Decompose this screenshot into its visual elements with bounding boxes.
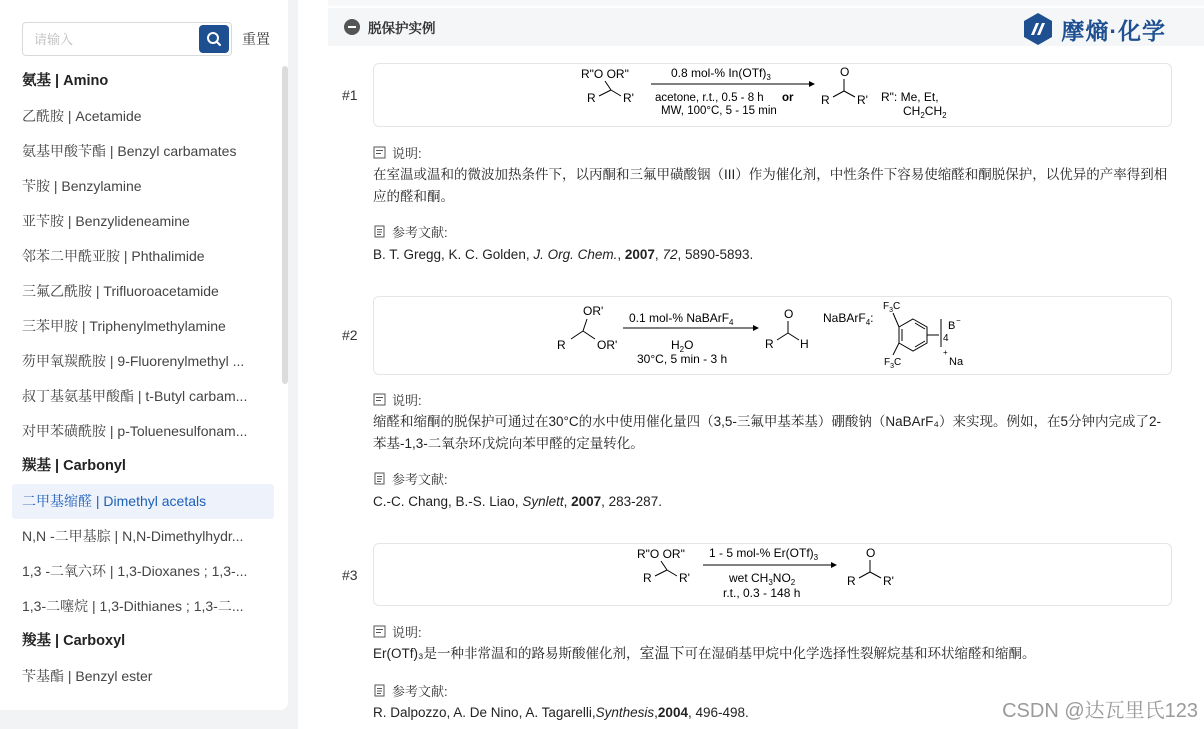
references-heading [373,681,448,700]
sidebar-item[interactable]: 三氟乙酰胺 | Trifluoroacetamide [22,283,219,299]
note-icon [373,625,386,638]
cond-line1: acetone, r.t., 0.5 - 8 h [654,92,764,104]
cf3-top: $F_3C$ [882,301,900,314]
prod-o: O [865,546,875,560]
sidebar-nav [12,64,274,694]
sidebar-item[interactable]: 对甲苯磺酰胺 | p-Toluenesulfonam... [22,423,248,439]
sm-r2: R' [622,91,634,105]
document-icon [373,684,386,697]
document-icon [373,225,386,238]
note1: R": Me, Et, [880,90,939,104]
note-icon [373,146,386,159]
sodium-label: Na [948,356,963,368]
sm-or2: OR' [596,338,617,352]
sidebar-group-heading[interactable]: 氨基 | Amino [22,73,109,89]
scheme-drawing [543,297,1003,374]
sidebar-item[interactable]: 苄胺 | Benzylamine [22,178,142,194]
reaction-scheme [373,63,1172,127]
prod-h: H [799,337,809,351]
prod-r: R [764,337,774,351]
references-label: 参考文献: [392,684,448,699]
main-content [298,0,1204,729]
search-icon [206,31,222,47]
search-input[interactable] [23,23,193,55]
sidebar-item[interactable]: 邻苯二甲酰亚胺 | Phthalimide [22,248,205,264]
sidebar-item[interactable]: 芴甲氧羰酰胺 | 9-Fluorenylmethyl ... [22,353,245,369]
sidebar-item[interactable]: 1,3-二噻烷 | 1,3-Dithianes ; 1,3-二... [22,598,244,614]
search-box [22,22,232,56]
search-row [22,22,270,56]
sm-label: R"O OR" [580,67,629,81]
note-icon [373,393,386,406]
reset-button[interactable]: 重置 [242,31,270,47]
sm-r: R [642,571,652,585]
note2: $CH_2CH_2$ [902,104,947,120]
sidebar-item[interactable]: 三苯甲胺 | Triphenylmethylamine [22,318,226,334]
sidebar-item[interactable]: 苄基酯 | Benzyl ester [22,668,153,684]
prod-o: O [783,307,793,321]
sidebar-item[interactable]: N,N -二甲基腙 | N,N-Dimethylhydr... [22,528,244,544]
explain-heading [373,390,422,409]
reaction-scheme [373,543,1172,606]
boron-label: B [947,320,955,332]
explain-heading [373,143,422,162]
prod-o: O [839,65,849,79]
sidebar-item[interactable]: 叔丁基氨基甲酸酯 | t-Butyl carbam... [22,388,248,404]
logo-text: 摩熵·化学 [1061,17,1166,44]
sidebar-item[interactable]: 二甲基缩醛 | Dimethyl acetals [12,484,274,519]
document-icon [373,472,386,485]
sidebar-group-heading[interactable]: 羧基 | Carboxyl [22,633,126,649]
explain-label: 说明: [392,146,422,161]
cf3-bottom: $F_3C$ [883,357,901,370]
catalyst-label: NaBArF$_4$: [822,311,873,327]
prod-r2: R' [882,574,894,588]
scheme-drawing [623,544,923,605]
example-number: #1 [342,87,358,103]
top-stripe [328,0,1204,6]
sm-r: R [586,91,596,105]
explain-heading [373,622,422,641]
reagent-top: 0.1 mol-% NaBArF$_4$ [628,311,733,327]
sidebar-item[interactable]: 乙酰胺 | Acetamide [22,108,142,124]
cond-line1: $H_2O$ [670,338,693,354]
section-header [328,8,1204,46]
reference-text: R. Dalpozzo, A. De Nino, A. Tagarelli,Synthesis,2004, 496-498. [373,705,749,720]
sm-label: R"O OR" [636,547,685,561]
cond-or: or [781,92,793,104]
explanation-text: 在室温或温和的微波加热条件下，以丙酮和三氟甲磺酸铟（III）作为催化剂，中性条件下容易使缩醛和酮脱保护，以优异的产率得到相应的醛和酮。 [373,167,1168,204]
sm-or1: OR' [582,304,603,318]
sidebar-item[interactable]: 氨基甲酸苄酯 | Benzyl carbamates [22,143,237,159]
references-label: 参考文献: [392,225,448,240]
prod-r2: R' [856,93,868,107]
scheme-drawing [563,64,983,126]
explanation-text: 缩醛和缩酮的脱保护可通过在30°C的水中使用催化量四（3,5-三氟甲基苯基）硼酸钠（NaBArF₄）来实现。例如，在5分钟内完成了2-苯基-1,3-二氧杂环戊烷向苯甲醛的定量转化。 [373,414,1161,451]
explain-label: 说明: [392,625,422,640]
prod-r: R [846,574,856,588]
reaction-scheme [373,296,1172,375]
prod-r: R [820,93,830,107]
count-label: 4 [942,333,949,344]
reference-text: B. T. Gregg, K. C. Golden, J. Org. Chem., 2007, 72, 5890-5893. [373,247,754,262]
watermark: CSDN @达瓦里氏123 [1002,700,1198,722]
references-heading [373,222,448,241]
reagent-top: 0.8 mol-% $In(OTf)_3$ [670,66,771,82]
cond-line1: wet $CH_3NO_2$ [728,571,795,587]
reagent-top: 1 - 5 mol-% $Er(OTf)_3$ [708,546,818,562]
sidebar-group-heading[interactable]: 羰基 | Carbonyl [22,458,126,474]
section-title: 脱保护实例 [368,21,436,36]
logo-mark-icon [1021,12,1055,46]
sm-r2: R' [678,571,690,585]
example-number: #3 [342,567,358,583]
references-label: 参考文献: [392,472,448,487]
cond-line2: MW, 100°C, 5 - 15 min [660,105,777,117]
cond-line2: 30°C, 5 min - 3 h [636,352,727,366]
reference-text: C.-C. Chang, B.-S. Liao, Synlett, 2007, 283-287. [373,494,662,509]
sidebar [0,0,288,710]
sidebar-item[interactable]: 1,3 -二氧六环 | 1,3-Dioxanes ; 1,3-... [22,563,248,579]
explain-label: 说明: [392,393,422,408]
minus-circle-icon[interactable] [344,19,360,35]
sm-r: R [556,338,566,352]
search-button[interactable] [199,25,229,53]
svg-text:+: + [942,348,948,357]
example-number: #2 [342,327,358,343]
cond-line2: r.t., 0.3 - 148 h [722,586,800,600]
explanation-text: Er(OTf)₃是一种非常温和的路易斯酸催化剂，室温下可在湿硝基甲烷中化学选择性裂解烷基和环状缩醛和缩酮。 [373,645,1036,662]
svg-text:−: − [955,316,961,325]
references-heading [373,469,448,488]
sidebar-scrollbar[interactable] [282,66,288,384]
brand-logo [1021,12,1166,46]
sidebar-item[interactable]: 亚苄胺 | Benzylideneamine [22,213,190,229]
